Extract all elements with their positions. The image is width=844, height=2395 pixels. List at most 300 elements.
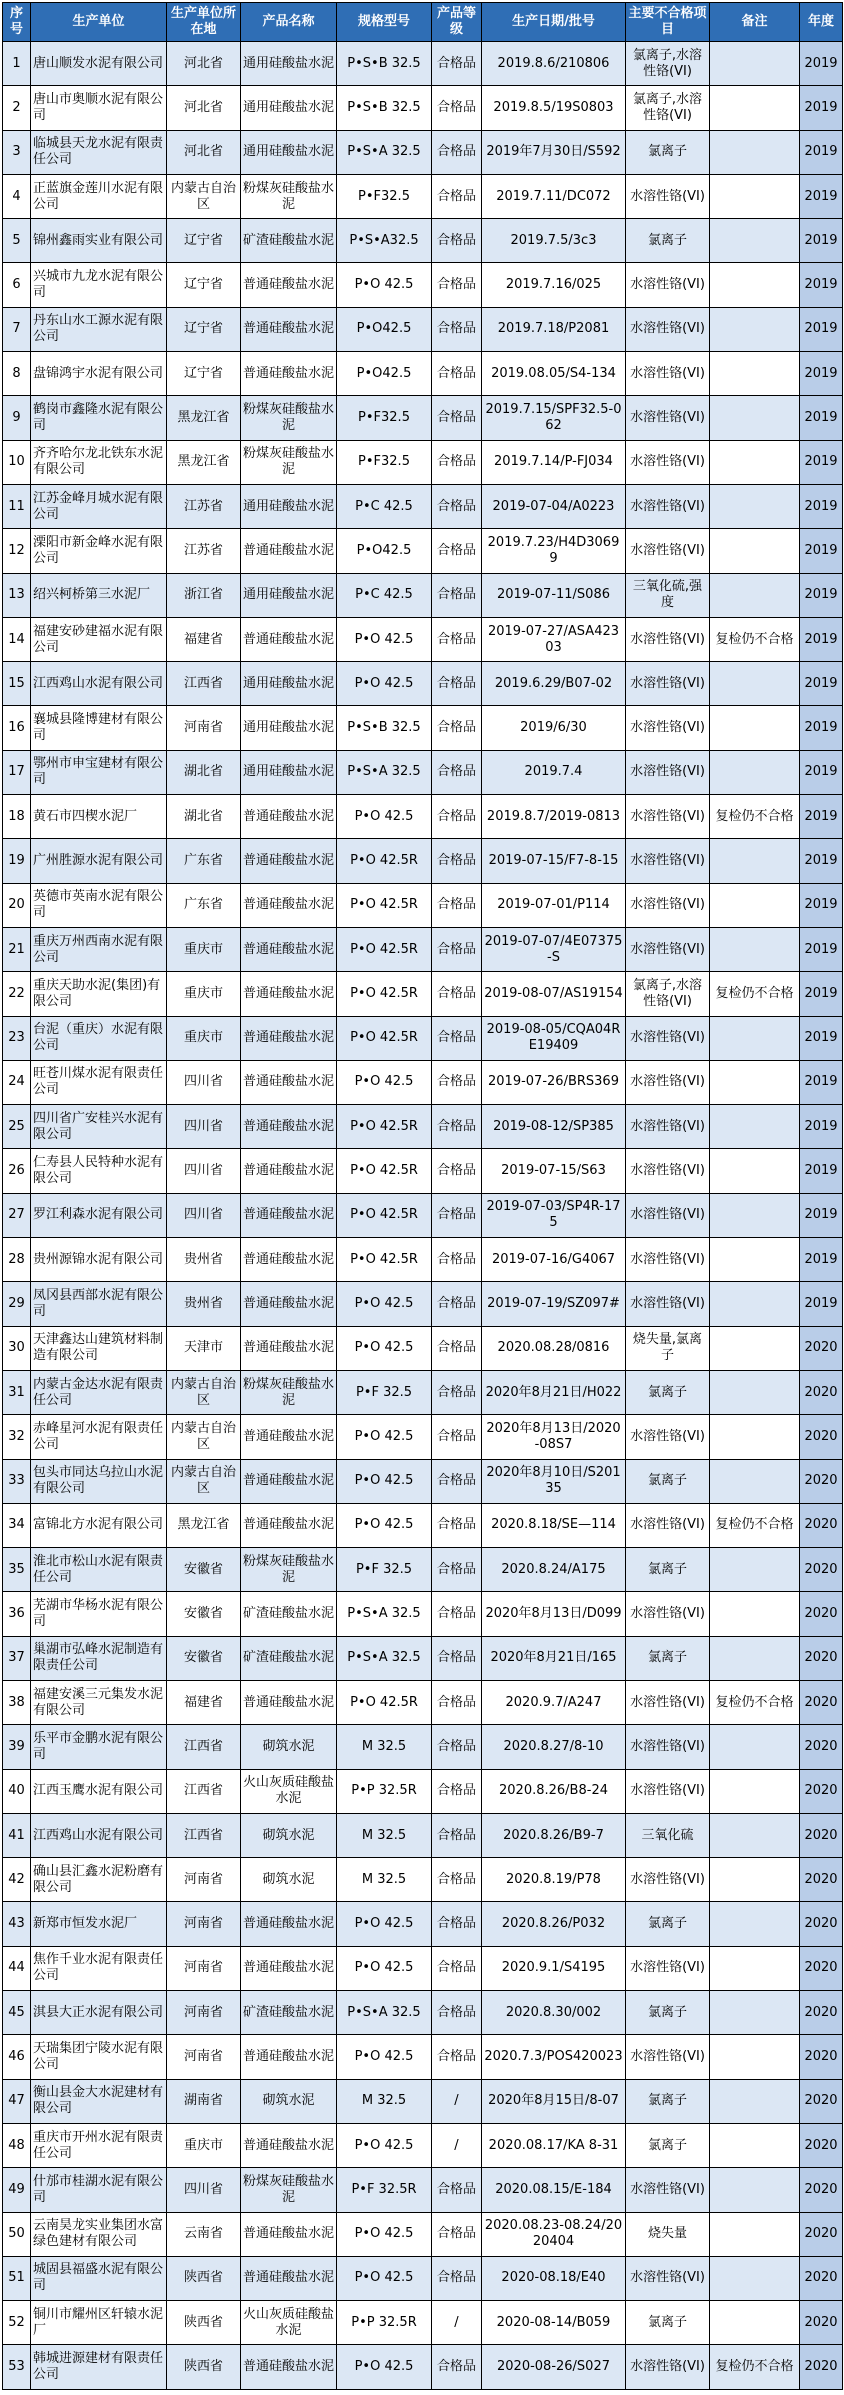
cell-no: 33	[3, 1459, 31, 1503]
cell-location: 贵州省	[167, 1238, 241, 1282]
cell-year: 2019	[800, 839, 843, 883]
cell-year: 2019	[800, 174, 843, 218]
cell-spec: M 32.5	[337, 1725, 432, 1769]
cell-failed-item: 水溶性铬(VI)	[626, 1680, 710, 1724]
cell-spec: P•O 42.5R	[337, 927, 432, 971]
cell-year: 2019	[800, 42, 843, 86]
cell-date-batch: 2020-08-14/B059	[482, 2301, 626, 2345]
cell-spec: P•O 42.5	[337, 1282, 432, 1326]
cell-location: 内蒙古自治区	[167, 1370, 241, 1414]
cell-no: 36	[3, 1592, 31, 1636]
cell-grade: 合格品	[432, 2035, 482, 2079]
cell-remark	[710, 883, 800, 927]
cell-grade: 合格品	[432, 2256, 482, 2300]
cell-grade: 合格品	[432, 617, 482, 661]
cell-company: 兴城市九龙水泥有限公司	[31, 263, 167, 307]
cell-year: 2020	[800, 1725, 843, 1769]
cell-date-batch: 2019.7.11/DC072	[482, 174, 626, 218]
cell-date-batch: 2019-07-15/F7-8-15	[482, 839, 626, 883]
cell-grade: 合格品	[432, 2345, 482, 2389]
cell-date-batch: 2020.08.23-08.24/2020404	[482, 2212, 626, 2256]
table-row	[3, 1548, 843, 1592]
cell-location: 黑龙江省	[167, 440, 241, 484]
cell-year: 2020	[800, 1858, 843, 1902]
cell-date-batch: 2019-08-12/SP385	[482, 1105, 626, 1149]
cell-company: 江西鸡山水泥有限公司	[31, 1813, 167, 1857]
cell-location: 辽宁省	[167, 307, 241, 351]
cell-spec: P•F 32.5R	[337, 2168, 432, 2212]
cell-company: 鄂州市申宝建材有限公司	[31, 750, 167, 794]
cell-product: 普通硅酸盐水泥	[241, 1282, 337, 1326]
cell-grade: 合格品	[432, 662, 482, 706]
table-row	[3, 1858, 843, 1902]
cell-location: 重庆市	[167, 972, 241, 1016]
cell-company: 罗江利森水泥有限公司	[31, 1193, 167, 1237]
cell-product: 通用硅酸盐水泥	[241, 706, 337, 750]
table-row	[3, 352, 843, 396]
cell-no: 53	[3, 2345, 31, 2389]
cell-year: 2019	[800, 795, 843, 839]
cell-date-batch: 2020年8月13日/2020-08S7	[482, 1415, 626, 1459]
cell-year: 2020	[800, 1415, 843, 1459]
cell-no: 51	[3, 2256, 31, 2300]
cell-company: 淇县大正水泥有限公司	[31, 1991, 167, 2035]
table-row	[3, 2079, 843, 2123]
cell-spec: P•O42.5	[337, 529, 432, 573]
cell-no: 2	[3, 86, 31, 130]
cell-grade: 合格品	[432, 86, 482, 130]
cell-no: 5	[3, 219, 31, 263]
cell-failed-item: 烧失量	[626, 2212, 710, 2256]
cell-remark	[710, 1326, 800, 1370]
cell-product: 普通硅酸盐水泥	[241, 1415, 337, 1459]
cell-location: 湖南省	[167, 2079, 241, 2123]
cell-spec: P•S•A 32.5	[337, 1991, 432, 2035]
cell-remark	[710, 1016, 800, 1060]
cell-spec: P•O 42.5R	[337, 839, 432, 883]
cell-no: 13	[3, 573, 31, 617]
cell-remark	[710, 2035, 800, 2079]
cell-year: 2019	[800, 86, 843, 130]
cell-product: 普通硅酸盐水泥	[241, 529, 337, 573]
cell-grade: 合格品	[432, 2212, 482, 2256]
cell-date-batch: 2020.8.30/002	[482, 1991, 626, 2035]
cell-grade: 合格品	[432, 795, 482, 839]
cell-no: 42	[3, 1858, 31, 1902]
cell-no: 41	[3, 1813, 31, 1857]
cell-year: 2020	[800, 1680, 843, 1724]
cell-date-batch: 2020年8月10日/S20135	[482, 1459, 626, 1503]
cell-grade: /	[432, 2301, 482, 2345]
cell-failed-item: 氯离子	[626, 219, 710, 263]
cell-location: 陕西省	[167, 2345, 241, 2389]
cell-no: 16	[3, 706, 31, 750]
cell-company: 乐平市金鹏水泥有限公司	[31, 1725, 167, 1769]
cell-spec: P•F 32.5	[337, 1548, 432, 1592]
table-row	[3, 263, 843, 307]
cell-location: 河南省	[167, 706, 241, 750]
cell-no: 12	[3, 529, 31, 573]
cell-spec: P•S•B 32.5	[337, 86, 432, 130]
cell-failed-item: 氯离子	[626, 1548, 710, 1592]
cell-spec: P•O 42.5	[337, 1459, 432, 1503]
cell-location: 河北省	[167, 42, 241, 86]
cell-grade: 合格品	[432, 1813, 482, 1857]
cell-grade: 合格品	[432, 1326, 482, 1370]
table-row	[3, 1149, 843, 1193]
table-row	[3, 927, 843, 971]
cell-no: 8	[3, 352, 31, 396]
cell-date-batch: 2020年8月21日/H022	[482, 1370, 626, 1414]
cell-spec: P•O 42.5R	[337, 1105, 432, 1149]
cell-year: 2020	[800, 2301, 843, 2345]
cell-no: 43	[3, 1902, 31, 1946]
cell-failed-item: 水溶性铬(VI)	[626, 1149, 710, 1193]
cell-location: 河南省	[167, 1946, 241, 1990]
cell-product: 普通硅酸盐水泥	[241, 2345, 337, 2389]
cell-year: 2019	[800, 396, 843, 440]
cell-spec: P•O 42.5	[337, 1503, 432, 1547]
table-row	[3, 1060, 843, 1104]
cell-company: 云南昊龙实业集团水富绿色建材有限公司	[31, 2212, 167, 2256]
cell-spec: P•S•B 32.5	[337, 706, 432, 750]
cell-location: 河南省	[167, 1858, 241, 1902]
cell-no: 35	[3, 1548, 31, 1592]
table-row	[3, 484, 843, 528]
cell-spec: P•O42.5	[337, 352, 432, 396]
cell-no: 15	[3, 662, 31, 706]
cell-location: 陕西省	[167, 2256, 241, 2300]
cell-spec: P•F 32.5	[337, 1370, 432, 1414]
cell-remark	[710, 130, 800, 174]
inspection-table	[2, 2, 843, 2390]
cell-company: 唐山市奥顺水泥有限公司	[31, 86, 167, 130]
cell-grade: 合格品	[432, 1946, 482, 1990]
cell-year: 2019	[800, 972, 843, 1016]
cell-company: 江苏金峰月城水泥有限公司	[31, 484, 167, 528]
cell-year: 2019	[800, 883, 843, 927]
cell-failed-item: 氯离子	[626, 2123, 710, 2167]
cell-company: 黄石市四楔水泥厂	[31, 795, 167, 839]
cell-year: 2020	[800, 1459, 843, 1503]
cell-grade: 合格品	[432, 1370, 482, 1414]
cell-no: 6	[3, 263, 31, 307]
cell-location: 安徽省	[167, 1548, 241, 1592]
cell-remark	[710, 174, 800, 218]
cell-location: 河南省	[167, 1991, 241, 2035]
cell-spec: P•O 42.5R	[337, 972, 432, 1016]
cell-year: 2020	[800, 2123, 843, 2167]
table-row	[3, 1592, 843, 1636]
cell-year: 2020	[800, 1326, 843, 1370]
cell-grade: 合格品	[432, 1548, 482, 1592]
cell-no: 31	[3, 1370, 31, 1414]
cell-year: 2019	[800, 927, 843, 971]
cell-no: 29	[3, 1282, 31, 1326]
cell-grade: 合格品	[432, 1105, 482, 1149]
cell-grade: 合格品	[432, 174, 482, 218]
cell-year: 2020	[800, 1946, 843, 1990]
cell-grade: 合格品	[432, 1060, 482, 1104]
cell-remark	[710, 1592, 800, 1636]
cell-date-batch: 2019-07-03/SP4R-175	[482, 1193, 626, 1237]
cell-date-batch: 2019.7.4	[482, 750, 626, 794]
table-row	[3, 86, 843, 130]
cell-remark: 复检仍不合格	[710, 617, 800, 661]
cell-grade: 合格品	[432, 1725, 482, 1769]
cell-spec: P•F32.5	[337, 440, 432, 484]
cell-year: 2020	[800, 1902, 843, 1946]
cell-date-batch: 2019.7.15/SPF32.5-062	[482, 396, 626, 440]
cell-company: 包头市同达乌拉山水泥有限公司	[31, 1459, 167, 1503]
cell-year: 2019	[800, 1149, 843, 1193]
cell-no: 9	[3, 396, 31, 440]
table-row	[3, 1636, 843, 1680]
cell-grade: 合格品	[432, 2168, 482, 2212]
cell-date-batch: 2020.8.27/8-10	[482, 1725, 626, 1769]
cell-company: 盘锦鸿宇水泥有限公司	[31, 352, 167, 396]
cell-spec: P•F32.5	[337, 174, 432, 218]
cell-year: 2019	[800, 750, 843, 794]
cell-grade: 合格品	[432, 219, 482, 263]
cell-remark	[710, 1636, 800, 1680]
header-cell-year: 年度	[800, 3, 843, 42]
cell-location: 四川省	[167, 2168, 241, 2212]
cell-no: 24	[3, 1060, 31, 1104]
cell-no: 4	[3, 174, 31, 218]
cell-remark	[710, 1238, 800, 1282]
cell-date-batch: 2020.8.26/P032	[482, 1902, 626, 1946]
cell-company: 溧阳市新金峰水泥有限公司	[31, 529, 167, 573]
cell-location: 江苏省	[167, 484, 241, 528]
cell-no: 1	[3, 42, 31, 86]
cell-date-batch: 2019/6/30	[482, 706, 626, 750]
cell-no: 18	[3, 795, 31, 839]
cell-no: 45	[3, 1991, 31, 2035]
table-row	[3, 1680, 843, 1724]
cell-failed-item: 水溶性铬(VI)	[626, 1725, 710, 1769]
cell-product: 普通硅酸盐水泥	[241, 883, 337, 927]
cell-no: 22	[3, 972, 31, 1016]
cell-failed-item: 水溶性铬(VI)	[626, 1282, 710, 1326]
cell-no: 7	[3, 307, 31, 351]
cell-no: 10	[3, 440, 31, 484]
cell-company: 天瑞集团宁陵水泥有限公司	[31, 2035, 167, 2079]
cell-remark	[710, 263, 800, 307]
cell-date-batch: 2020-08.18/E40	[482, 2256, 626, 2300]
cell-product: 普通硅酸盐水泥	[241, 307, 337, 351]
cell-failed-item: 水溶性铬(VI)	[626, 484, 710, 528]
cell-failed-item: 氯离子	[626, 1991, 710, 2035]
cell-failed-item: 水溶性铬(VI)	[626, 1503, 710, 1547]
cell-location: 河北省	[167, 130, 241, 174]
cell-remark	[710, 396, 800, 440]
cell-grade: 合格品	[432, 352, 482, 396]
cell-year: 2019	[800, 484, 843, 528]
cell-product: 普通硅酸盐水泥	[241, 839, 337, 883]
cell-no: 34	[3, 1503, 31, 1547]
cell-date-batch: 2020-08-26/S027	[482, 2345, 626, 2389]
cell-remark	[710, 484, 800, 528]
table-row	[3, 1813, 843, 1857]
cell-company: 仁寿县人民特种水泥有限公司	[31, 1149, 167, 1193]
table-row	[3, 750, 843, 794]
table-row	[3, 1415, 843, 1459]
cell-company: 新郑市恒发水泥厂	[31, 1902, 167, 1946]
cell-company: 唐山顺发水泥有限公司	[31, 42, 167, 86]
cell-failed-item: 烧失量,氯离子	[626, 1326, 710, 1370]
table-row	[3, 1459, 843, 1503]
cell-company: 赤峰星河水泥有限责任公司	[31, 1415, 167, 1459]
cell-remark	[710, 2301, 800, 2345]
cell-company: 城固县福盛水泥有限公司	[31, 2256, 167, 2300]
cell-spec: P•O 42.5	[337, 2123, 432, 2167]
cell-remark: 复检仍不合格	[710, 1503, 800, 1547]
cell-date-batch: 2019.7.18/P2081	[482, 307, 626, 351]
table-row	[3, 706, 843, 750]
cell-spec: M 32.5	[337, 1813, 432, 1857]
header-cell-product: 产品名称	[241, 3, 337, 42]
page	[2, 2, 842, 2390]
cell-spec: P•C 42.5	[337, 573, 432, 617]
table-row	[3, 1902, 843, 1946]
cell-company: 鹤岗市鑫隆水泥有限公司	[31, 396, 167, 440]
cell-date-batch: 2019-07-26/BRS369	[482, 1060, 626, 1104]
cell-failed-item: 氯离子	[626, 1459, 710, 1503]
table-header-row	[3, 3, 843, 42]
cell-grade: 合格品	[432, 1636, 482, 1680]
cell-spec: P•S•A 32.5	[337, 1592, 432, 1636]
cell-grade: 合格品	[432, 440, 482, 484]
cell-company: 淮北市松山水泥有限责任公司	[31, 1548, 167, 1592]
table-row	[3, 529, 843, 573]
cell-no: 28	[3, 1238, 31, 1282]
cell-remark	[710, 1813, 800, 1857]
cell-location: 辽宁省	[167, 352, 241, 396]
cell-grade: 合格品	[432, 396, 482, 440]
cell-year: 2020	[800, 1592, 843, 1636]
cell-company: 旺苍川煤水泥有限责任公司	[31, 1060, 167, 1104]
table-row	[3, 1238, 843, 1282]
cell-date-batch: 2020.8.18/SE—114	[482, 1503, 626, 1547]
cell-company: 贵州源锦水泥有限公司	[31, 1238, 167, 1282]
cell-remark	[710, 307, 800, 351]
cell-spec: P•O 42.5	[337, 2212, 432, 2256]
header-cell-date-batch: 生产日期/批号	[482, 3, 626, 42]
cell-company: 福建安溪三元集发水泥有限公司	[31, 1680, 167, 1724]
cell-no: 47	[3, 2079, 31, 2123]
cell-product: 粉煤灰硅酸盐水泥	[241, 2168, 337, 2212]
cell-remark	[710, 86, 800, 130]
cell-failed-item: 水溶性铬(VI)	[626, 2256, 710, 2300]
cell-date-batch: 2020年8月13日/D099	[482, 1592, 626, 1636]
cell-product: 普通硅酸盐水泥	[241, 1459, 337, 1503]
table-row	[3, 1326, 843, 1370]
cell-no: 26	[3, 1149, 31, 1193]
cell-spec: P•O 42.5	[337, 1946, 432, 1990]
cell-grade: 合格品	[432, 573, 482, 617]
cell-product: 普通硅酸盐水泥	[241, 1060, 337, 1104]
cell-year: 2019	[800, 1016, 843, 1060]
cell-company: 临城县天龙水泥有限责任公司	[31, 130, 167, 174]
cell-no: 46	[3, 2035, 31, 2079]
cell-year: 2020	[800, 1769, 843, 1813]
cell-grade: 合格品	[432, 839, 482, 883]
cell-remark	[710, 1725, 800, 1769]
cell-grade: 合格品	[432, 1282, 482, 1326]
cell-no: 25	[3, 1105, 31, 1149]
cell-remark	[710, 42, 800, 86]
cell-company: 天津鑫达山建筑材料制造有限公司	[31, 1326, 167, 1370]
cell-product: 普通硅酸盐水泥	[241, 2123, 337, 2167]
cell-spec: P•P 32.5R	[337, 2301, 432, 2345]
table-row	[3, 174, 843, 218]
cell-location: 江西省	[167, 1725, 241, 1769]
cell-spec: P•C 42.5	[337, 484, 432, 528]
cell-location: 福建省	[167, 1680, 241, 1724]
cell-year: 2019	[800, 130, 843, 174]
cell-year: 2019	[800, 617, 843, 661]
cell-failed-item: 氯离子	[626, 1636, 710, 1680]
cell-location: 河南省	[167, 1902, 241, 1946]
cell-failed-item: 氯离子	[626, 2301, 710, 2345]
cell-spec: P•S•A 32.5	[337, 130, 432, 174]
cell-location: 重庆市	[167, 1016, 241, 1060]
cell-spec: P•S•A 32.5	[337, 750, 432, 794]
cell-company: 正蓝旗金莲川水泥有限公司	[31, 174, 167, 218]
cell-year: 2020	[800, 1813, 843, 1857]
cell-spec: P•O 42.5	[337, 1326, 432, 1370]
cell-remark	[710, 1415, 800, 1459]
cell-product: 普通硅酸盐水泥	[241, 972, 337, 1016]
cell-date-batch: 2019.8.5/19S0803	[482, 86, 626, 130]
cell-product: 普通硅酸盐水泥	[241, 1193, 337, 1237]
cell-year: 2020	[800, 2079, 843, 2123]
cell-location: 安徽省	[167, 1636, 241, 1680]
cell-grade: /	[432, 2079, 482, 2123]
cell-remark: 复检仍不合格	[710, 972, 800, 1016]
cell-spec: P•P 32.5R	[337, 1769, 432, 1813]
cell-remark	[710, 839, 800, 883]
cell-product: 粉煤灰硅酸盐水泥	[241, 440, 337, 484]
cell-no: 11	[3, 484, 31, 528]
cell-company: 四川省广安桂兴水泥有限公司	[31, 1105, 167, 1149]
cell-location: 江西省	[167, 1813, 241, 1857]
cell-date-batch: 2019.8.7/2019-0813	[482, 795, 626, 839]
cell-failed-item: 水溶性铬(VI)	[626, 1592, 710, 1636]
cell-no: 17	[3, 750, 31, 794]
cell-failed-item: 水溶性铬(VI)	[626, 1946, 710, 1990]
cell-remark: 复检仍不合格	[710, 795, 800, 839]
cell-location: 辽宁省	[167, 219, 241, 263]
cell-product: 砌筑水泥	[241, 2079, 337, 2123]
cell-location: 江西省	[167, 1769, 241, 1813]
table-row	[3, 1370, 843, 1414]
cell-location: 江西省	[167, 662, 241, 706]
cell-spec: P•S•B 32.5	[337, 42, 432, 86]
cell-location: 河北省	[167, 86, 241, 130]
table-row	[3, 662, 843, 706]
cell-product: 粉煤灰硅酸盐水泥	[241, 396, 337, 440]
cell-remark	[710, 1060, 800, 1104]
cell-date-batch: 2020.8.24/A175	[482, 1548, 626, 1592]
cell-failed-item: 氯离子,水溶性铬(VI)	[626, 972, 710, 1016]
cell-spec: P•O 42.5R	[337, 883, 432, 927]
cell-failed-item: 氯离子	[626, 1370, 710, 1414]
cell-date-batch: 2020.9.7/A247	[482, 1680, 626, 1724]
table-row	[3, 1769, 843, 1813]
cell-location: 云南省	[167, 2212, 241, 2256]
